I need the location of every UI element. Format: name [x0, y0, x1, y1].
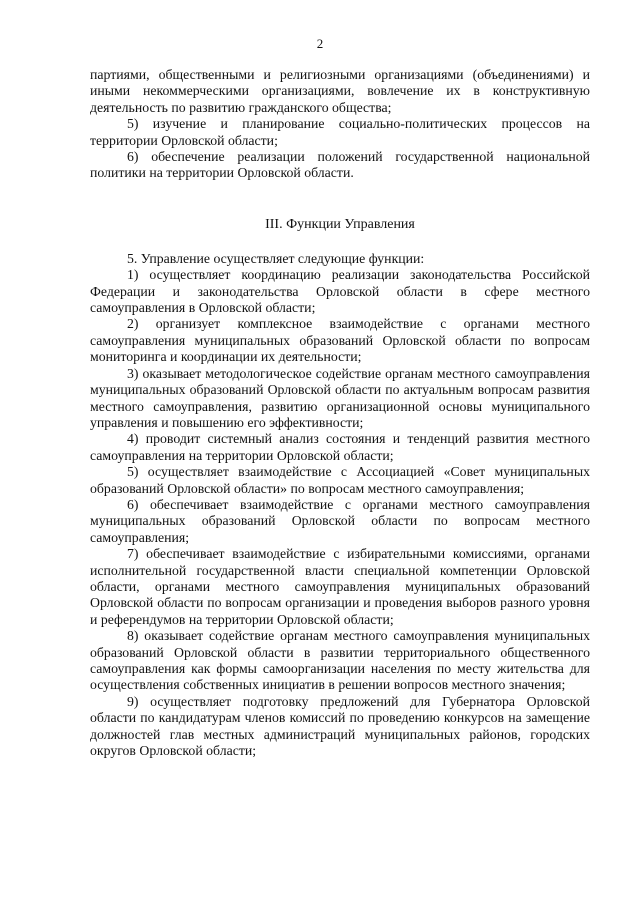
- function-item-6: 6) обеспечивает взаимодействие с органами местного самоуправления муниципальных образований Орловской области по вопросам местного самоуправления;: [90, 496, 590, 545]
- document-body: [90, 67, 590, 759]
- paragraph-item-5: 5) изучение и планирование социально-политических процессов на территории Орловской области;: [90, 116, 590, 148]
- function-item-7: 7) обеспечивает взаимодействие с избирательными комиссиями, органами исполнительной государственной власти специальной компетенции Орловской области, органами местного самоуправления муниципальных образований Орловской области по вопросам организации и проведения выборов разного уровня и референдумов на территории Орловской области;: [90, 546, 590, 627]
- page-number: 2: [316, 36, 324, 51]
- paragraph-continuation: партиями, общественными и религиозными организациями (объединениями) и иными некоммерческими организациями, вовлечение их в конструктивную деятельность по развитию гражданского общества;: [90, 67, 590, 115]
- function-item-3: 3) оказывает методологическое содействие органам местного самоуправления муниципальных образований Орловской области по актуальным вопросам развития местного самоуправления, развитию организационной основы муниципального управления и повышению его эффективности;: [90, 365, 590, 430]
- function-item-8: 8) оказывает содействие органам местного самоуправления муниципальных образований Орловской области в развитии территориального общественного самоуправления как формы самоорганизации населения по месту жительства для осуществления собственных инициатив в решении вопросов местного значения;: [90, 628, 590, 693]
- function-item-1: 1) осуществляет координацию реализации законодательства Российской Федерации и законодательства Орловской области в сфере местного самоуправления в Орловской области;: [90, 267, 590, 316]
- section-heading: III. Функции Управления: [265, 216, 415, 232]
- function-item-5: 5) осуществляет взаимодействие с Ассоциацией «Совет муниципальных образований Орловской области» по вопросам местного самоуправления;: [90, 464, 590, 496]
- paragraph-item-6: 6) обеспечение реализации положений государственной национальной политики на территории Орловской области.: [90, 149, 590, 181]
- function-item-4: 4) проводит системный анализ состояния и тенденций развития местного самоуправления на территории Орловской области;: [90, 431, 590, 463]
- function-item-9: 9) осуществляет подготовку предложений для Губернатора Орловской области по кандидатурам членов комиссий по проведению конкурсов на замещение должностей глав местных администраций муниципальных районов, городских округов Орловской области;: [90, 693, 590, 759]
- functions-intro: 5. Управление осуществляет следующие функции:: [127, 250, 425, 266]
- function-item-2: 2) организует комплексное взаимодействие с органами местного самоуправления муниципальных образований Орловской области по вопросам мониторинга и координации их деятельности;: [90, 316, 590, 365]
